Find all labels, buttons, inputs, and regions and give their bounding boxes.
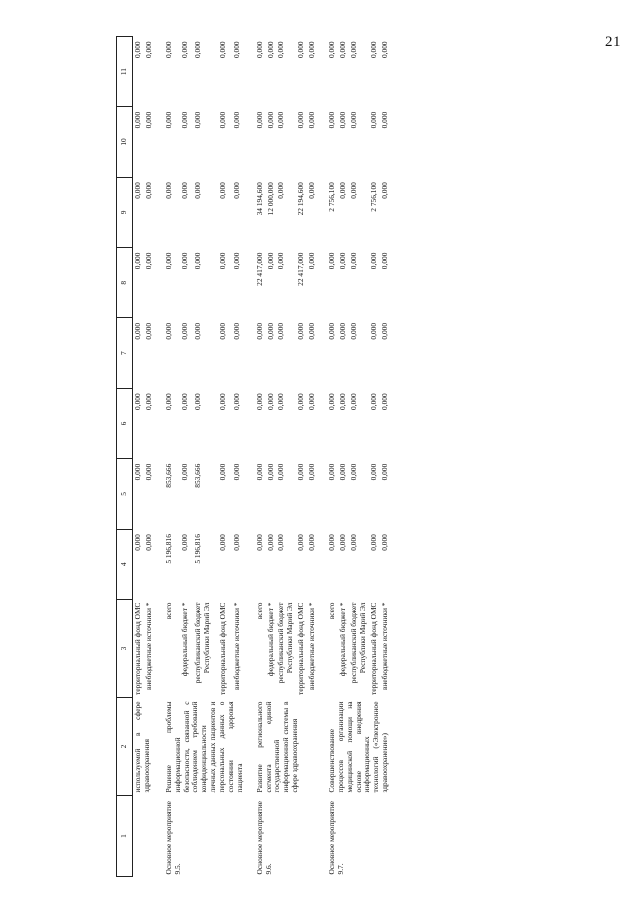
measure-name-cell (133, 796, 155, 877)
value-cell-col-5: 0,000 (231, 463, 241, 481)
value-cell-col-5: 0,000 (143, 463, 153, 481)
column-number-3: 3 (117, 600, 133, 698)
value-cell-col-8: 0,000 (133, 252, 142, 270)
value-cell-col-10: 0,000 (193, 111, 203, 129)
value-cell-col-7: 0,000 (193, 322, 203, 340)
value-cell-col-6: 0,000 (296, 393, 306, 410)
value-cell-col-5: 0,000 (379, 463, 389, 481)
column-number-row (117, 36, 133, 876)
value-cell-col-8: 0,000 (348, 252, 358, 270)
value-cell-col-9: 0,000 (193, 182, 203, 199)
value-cell-col-5: 0,000 (368, 463, 378, 481)
value-cell-col-7: 0,000 (254, 322, 264, 340)
funding-source-cell: внебюджетные источники * (143, 602, 153, 691)
column-number-11: 11 (117, 36, 133, 106)
value-cell-col-10: 0,000 (348, 111, 358, 129)
value-cell-col-6: 0,000 (218, 393, 228, 410)
funding-source-cell: республиканский бюджет Республики Марий Эл (276, 602, 295, 684)
value-cell-col-4: 0,000 (254, 534, 264, 551)
value-cell-col-4: 0,000 (218, 534, 228, 551)
value-cell-col-6: 0,000 (231, 393, 241, 410)
value-cell-col-7: 0,000 (231, 322, 241, 340)
value-cell-col-10: 0,000 (368, 111, 378, 129)
table-body (133, 36, 392, 876)
value-cell-col-6: 0,000 (254, 393, 264, 410)
value-cell-col-8: 0,000 (143, 252, 153, 270)
value-cell-col-7: 0,000 (276, 322, 286, 340)
value-cell-col-10: 0,000 (254, 111, 264, 129)
column-number-7: 7 (117, 318, 133, 388)
value-cell-col-6: 0,000 (368, 393, 378, 410)
value-cell-col-9: 0,000 (276, 182, 286, 199)
value-cell-col-9: 34 194,600 (254, 182, 264, 216)
funding-source-cell: внебюджетные источники * (307, 602, 316, 691)
value-cell-col-4: 0,000 (133, 534, 142, 551)
value-cell-col-5: 0,000 (296, 463, 306, 481)
table-row (318, 36, 338, 876)
value-cell-col-7: 0,000 (368, 322, 378, 340)
column-number-6: 6 (117, 388, 133, 458)
value-cell-col-4: 0,000 (276, 534, 286, 551)
funding-source-cell: федеральный бюджет * (337, 602, 347, 677)
value-cell-col-4: 5 196,816 (193, 534, 203, 564)
value-cell-col-10: 0,000 (143, 111, 153, 129)
value-cell-col-11: 0,000 (254, 41, 264, 59)
value-cell-col-10: 0,000 (231, 111, 241, 129)
value-cell-col-9: 0,000 (348, 182, 358, 199)
value-cell-col-4: 0,000 (179, 534, 189, 551)
table-row (246, 36, 266, 876)
value-cell-col-4: 0,000 (231, 534, 241, 551)
value-cell-col-7: 0,000 (265, 322, 275, 340)
funding-source-cell: внебюджетные источники * (379, 602, 389, 691)
value-cell-col-6: 0,000 (193, 393, 203, 410)
value-cell-col-9: 12 000,000 (265, 182, 275, 216)
value-cell-col-6: 0,000 (326, 393, 336, 410)
value-cell-col-10: 0,000 (163, 111, 173, 129)
measure-name-cell: Основное мероприятие 9.5. (163, 801, 182, 875)
funding-source-cell: всего (326, 602, 336, 620)
value-cell-col-11: 0,000 (179, 41, 189, 59)
measure-description-cell: Совершенствование процессов организации медицинской помощи на основе внедрения информационных технологий («Электронное здравоохранение») (326, 701, 390, 793)
measure-name-cell: Основное мероприятие 9.7. (326, 801, 345, 875)
page-number: 21 (605, 34, 621, 50)
value-cell-col-11: 0,000 (307, 41, 316, 59)
value-cell-col-4: 0,000 (379, 534, 389, 551)
value-cell-col-9: 0,000 (179, 182, 189, 199)
column-number-9: 9 (117, 177, 133, 247)
table-row (133, 36, 144, 876)
value-cell-col-4: 0,000 (368, 534, 378, 551)
value-cell-col-11: 0,000 (133, 41, 142, 59)
funding-source-cell: территориальный фонд ОМС (133, 602, 142, 695)
value-cell-col-11: 0,000 (296, 41, 306, 59)
value-cell-col-8: 0,000 (193, 252, 203, 270)
value-cell-col-11: 0,000 (348, 41, 358, 59)
value-cell-col-4: 0,000 (348, 534, 358, 551)
value-cell-col-5: 0,000 (326, 463, 336, 481)
value-cell-col-6: 0,000 (143, 393, 153, 410)
value-cell-col-9: 0,000 (143, 182, 153, 199)
value-cell-col-7: 0,000 (218, 322, 228, 340)
value-cell-col-5: 0,000 (254, 463, 264, 481)
value-cell-col-11: 0,000 (379, 41, 389, 59)
value-cell-col-10: 0,000 (326, 111, 336, 129)
value-cell-col-7: 0,000 (179, 322, 189, 340)
measure-name-cell: Основное мероприятие 9.6. (254, 801, 273, 875)
value-cell-col-7: 0,000 (348, 322, 358, 340)
value-cell-col-6: 0,000 (379, 393, 389, 410)
value-cell-col-8: 0,000 (231, 252, 241, 270)
column-number-10: 10 (117, 107, 133, 177)
value-cell-col-4: 0,000 (265, 534, 275, 551)
value-cell-col-7: 0,000 (326, 322, 336, 340)
value-cell-col-9: 0,000 (307, 182, 316, 199)
value-cell-col-8: 0,000 (307, 252, 316, 270)
funding-source-cell: территориальный фонд ОМС (296, 602, 306, 695)
value-cell-col-4: 0,000 (143, 534, 153, 551)
value-cell-col-4: 5 196,816 (163, 534, 173, 564)
value-cell-col-10: 0,000 (379, 111, 389, 129)
table-header (117, 36, 133, 876)
funding-source-cell: внебюджетные источники * (231, 602, 241, 691)
value-cell-col-5: 0,000 (218, 463, 228, 481)
value-cell-col-9: 22 194,600 (296, 182, 306, 216)
value-cell-col-5: 0,000 (348, 463, 358, 481)
column-number-8: 8 (117, 248, 133, 318)
value-cell-col-7: 0,000 (163, 322, 173, 340)
value-cell-col-6: 0,000 (307, 393, 316, 410)
funding-source-cell: всего (254, 602, 264, 620)
value-cell-col-10: 0,000 (179, 111, 189, 129)
value-cell-col-8: 0,000 (218, 252, 228, 270)
column-number-4: 4 (117, 529, 133, 599)
value-cell-col-10: 0,000 (265, 111, 275, 129)
value-cell-col-9: 2 756,100 (326, 182, 336, 212)
value-cell-col-11: 0,000 (231, 41, 241, 59)
value-cell-col-9: 0,000 (379, 182, 389, 199)
funding-source-cell: федеральный бюджет * (179, 602, 189, 677)
value-cell-col-11: 0,000 (218, 41, 228, 59)
funding-source-cell: республиканский бюджет Республики Марий Эл (193, 602, 212, 684)
value-cell-col-8: 0,000 (265, 252, 275, 270)
value-cell-col-5: 0,000 (337, 463, 347, 481)
value-cell-col-5: 853,666 (163, 463, 173, 488)
program-funding-table-rotated (116, 37, 391, 877)
value-cell-col-10: 0,000 (218, 111, 228, 129)
value-cell-col-10: 0,000 (296, 111, 306, 129)
value-cell-col-7: 0,000 (307, 322, 316, 340)
funding-source-cell: федеральный бюджет * (265, 602, 275, 677)
value-cell-col-10: 0,000 (307, 111, 316, 129)
funding-source-cell: территориальный фонд ОМС (218, 602, 228, 695)
value-cell-col-8: 0,000 (368, 252, 378, 270)
value-cell-col-6: 0,000 (133, 393, 142, 410)
value-cell-col-8: 22 417,000 (296, 252, 306, 286)
value-cell-col-6: 0,000 (163, 393, 173, 410)
value-cell-col-9: 2 756,100 (368, 182, 378, 212)
value-cell-col-11: 0,000 (337, 41, 347, 59)
value-cell-col-7: 0,000 (296, 322, 306, 340)
value-cell-col-4: 0,000 (326, 534, 336, 551)
value-cell-col-8: 0,000 (379, 252, 389, 270)
value-cell-col-11: 0,000 (368, 41, 378, 59)
value-cell-col-10: 0,000 (276, 111, 286, 129)
value-cell-col-8: 0,000 (179, 252, 189, 270)
value-cell-col-6: 0,000 (179, 393, 189, 410)
value-cell-col-4: 0,000 (307, 534, 316, 551)
value-cell-col-5: 0,000 (179, 463, 189, 481)
value-cell-col-8: 0,000 (326, 252, 336, 270)
value-cell-col-9: 0,000 (218, 182, 228, 199)
value-cell-col-4: 0,000 (337, 534, 347, 551)
column-number-2: 2 (117, 698, 133, 796)
value-cell-col-10: 0,000 (337, 111, 347, 129)
measure-description-cell: используемой в сфере здравоохранения (133, 701, 151, 793)
measure-description-cell: Решение проблемы информационной безопасности, связанной с соблюдением требований конфиденциальности личных данных пациентов и персональных данных о состоянии здоровья пациента (163, 701, 244, 793)
value-cell-col-8: 22 417,000 (254, 252, 264, 286)
program-funding-table (116, 36, 391, 877)
table-row (155, 36, 180, 876)
value-cell-col-11: 0,000 (193, 41, 203, 59)
value-cell-col-11: 0,000 (143, 41, 153, 59)
value-cell-col-8: 0,000 (337, 252, 347, 270)
value-cell-col-9: 0,000 (163, 182, 173, 199)
value-cell-col-6: 0,000 (265, 393, 275, 410)
value-cell-col-9: 0,000 (231, 182, 241, 199)
funding-source-cell: республиканский бюджет Республики Марий Эл (348, 602, 367, 684)
value-cell-col-5: 853,666 (193, 463, 203, 488)
funding-source-cell: территориальный фонд ОМС (368, 602, 378, 695)
value-cell-col-6: 0,000 (276, 393, 286, 410)
value-cell-col-7: 0,000 (379, 322, 389, 340)
value-cell-col-5: 0,000 (265, 463, 275, 481)
value-cell-col-11: 0,000 (326, 41, 336, 59)
value-cell-col-8: 0,000 (163, 252, 173, 270)
value-cell-col-11: 0,000 (276, 41, 286, 59)
value-cell-col-4: 0,000 (296, 534, 306, 551)
value-cell-col-5: 0,000 (307, 463, 316, 481)
value-cell-col-6: 0,000 (348, 393, 358, 410)
value-cell-col-6: 0,000 (337, 393, 347, 410)
value-cell-col-5: 0,000 (133, 463, 142, 481)
value-cell-col-7: 0,000 (133, 322, 142, 340)
measure-description-cell: Развитие регионального сегмента единой государственной информационной системы в сфере здравоохранения (254, 701, 300, 793)
value-cell-col-11: 0,000 (265, 41, 275, 59)
value-cell-col-9: 0,000 (133, 182, 142, 199)
value-cell-col-5: 0,000 (276, 463, 286, 481)
value-cell-col-8: 0,000 (276, 252, 286, 270)
value-cell-col-9: 0,000 (337, 182, 347, 199)
column-number-1: 1 (117, 796, 133, 877)
funding-source-cell: всего (163, 602, 173, 620)
value-cell-col-7: 0,000 (143, 322, 153, 340)
value-cell-col-7: 0,000 (337, 322, 347, 340)
column-number-5: 5 (117, 459, 133, 529)
value-cell-col-11: 0,000 (163, 41, 173, 59)
value-cell-col-10: 0,000 (133, 111, 142, 129)
